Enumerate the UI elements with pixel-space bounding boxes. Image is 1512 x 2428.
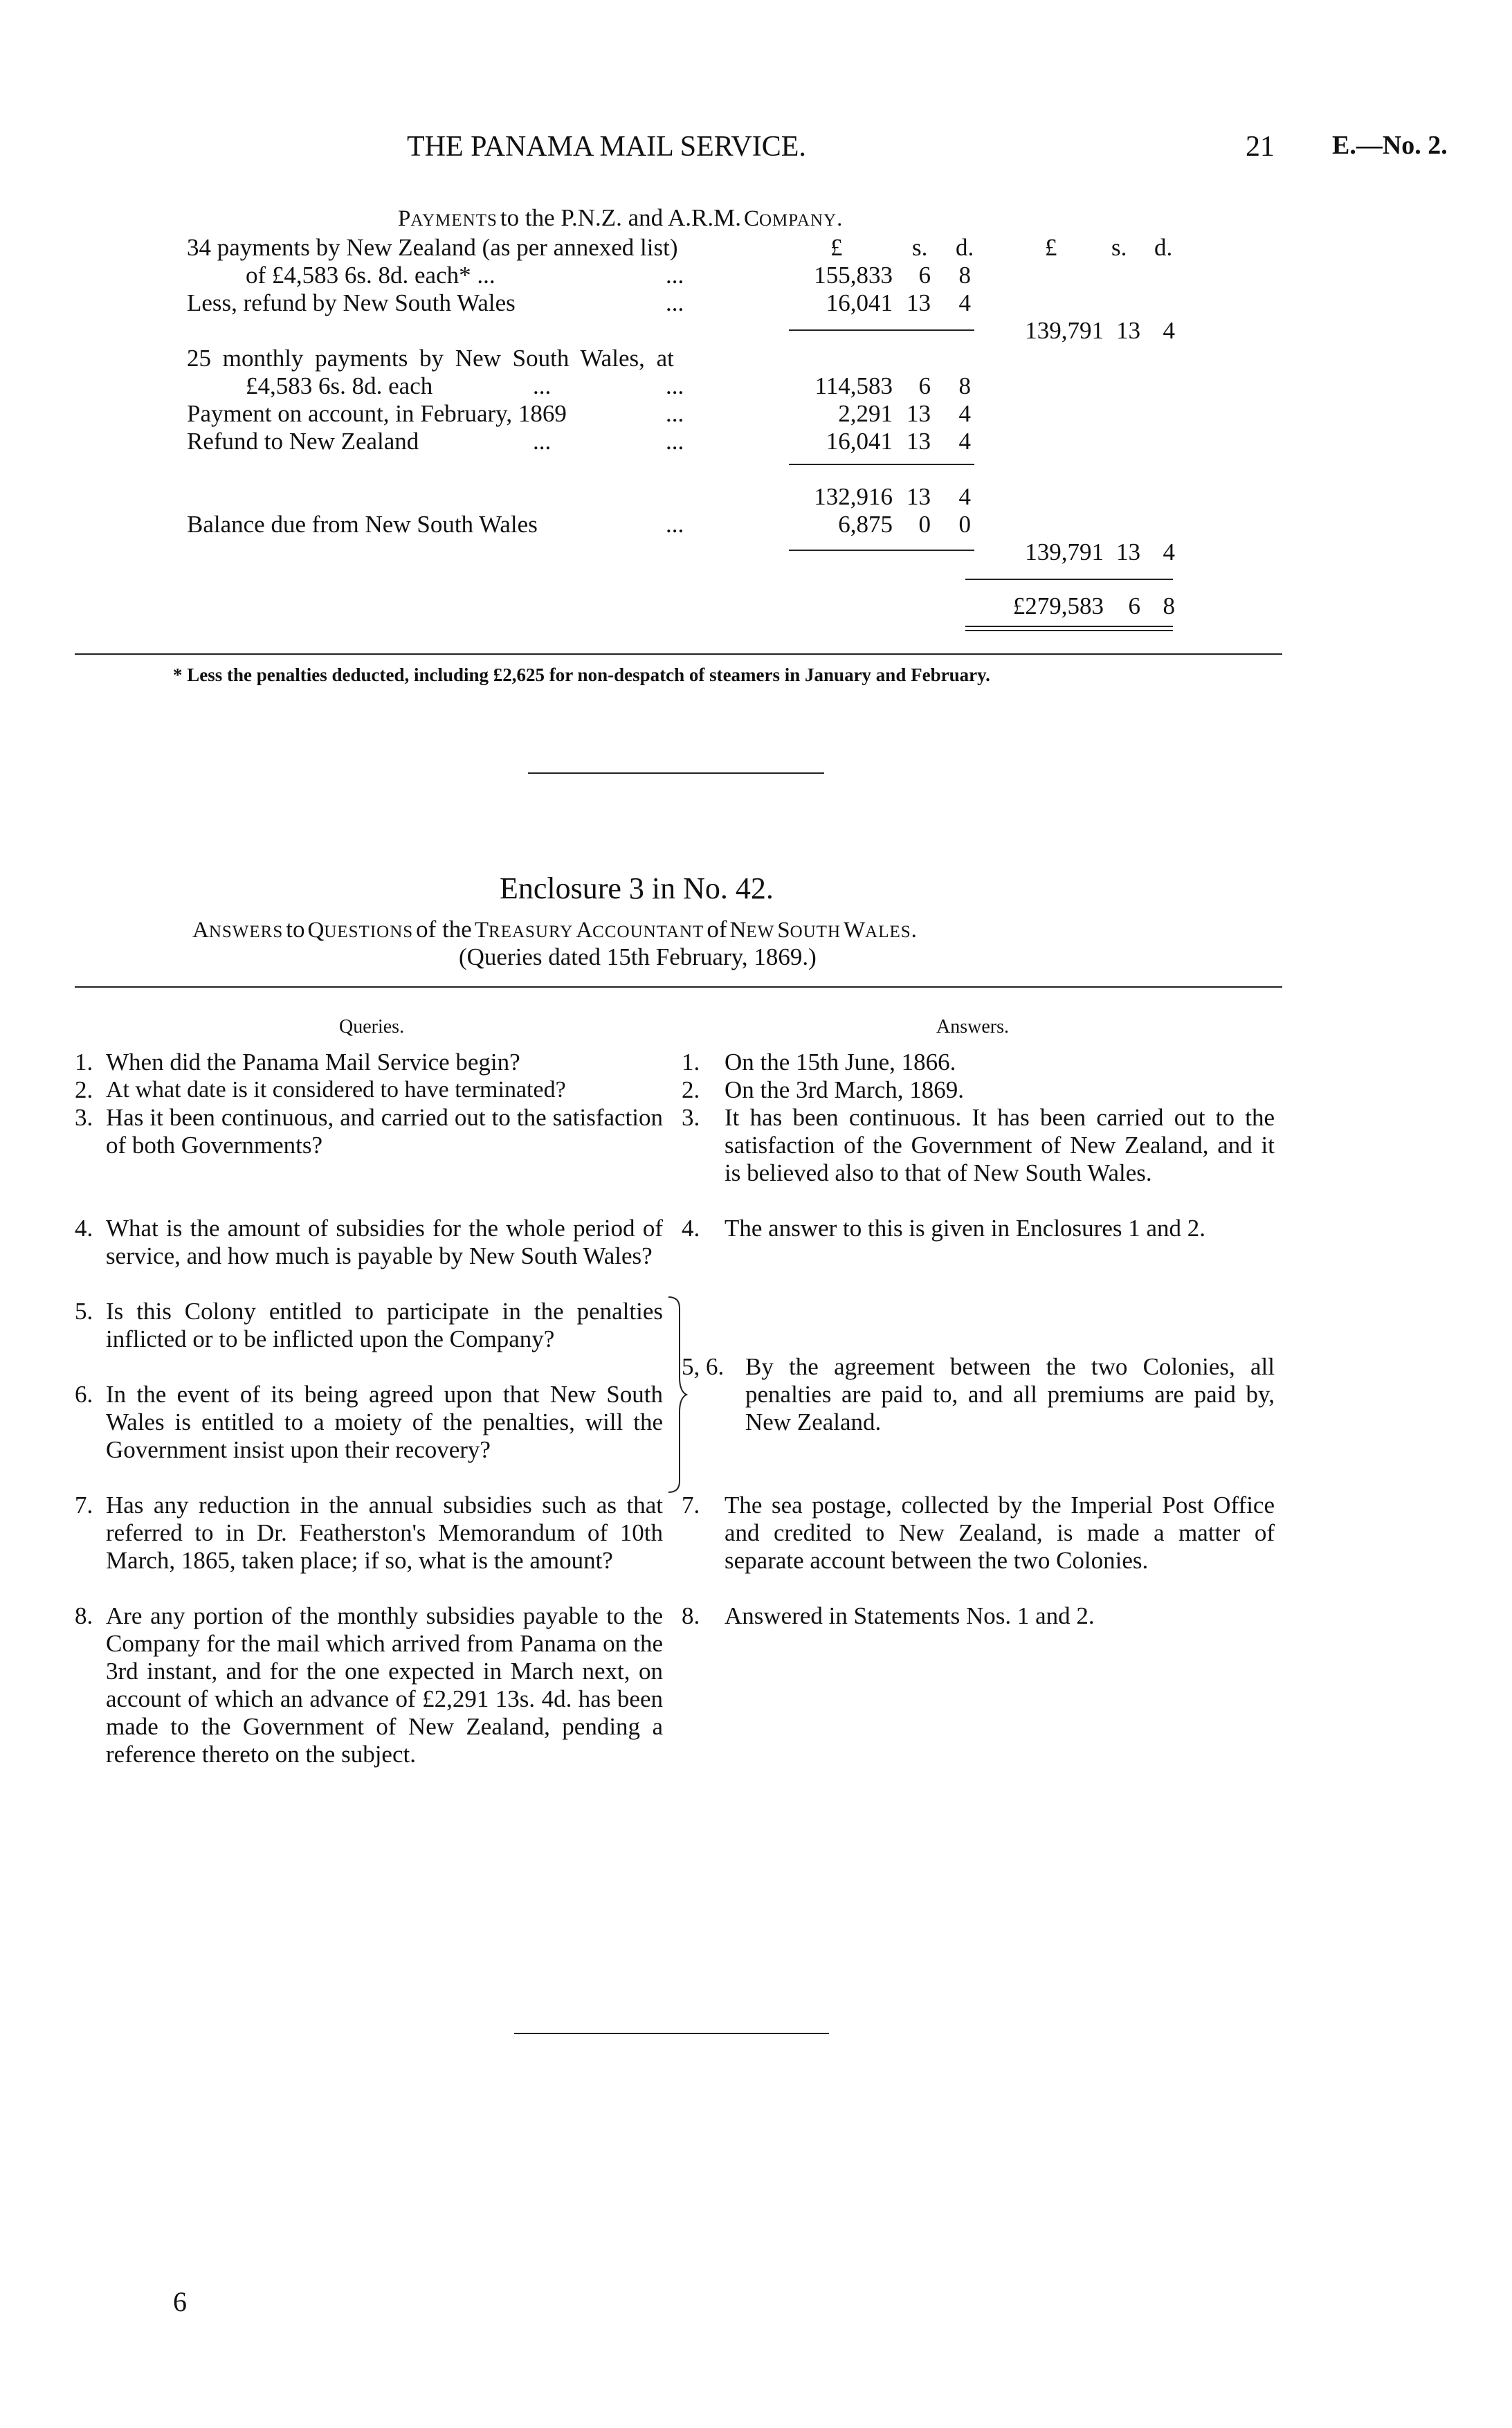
row-payments-nsw-line2: £4,583 6s. 8d. each bbox=[246, 372, 433, 399]
cell-pounds: 2,291 bbox=[838, 400, 893, 427]
row-payments-nz-line1: 34 payments by New Zealand (as per annexed list) bbox=[187, 234, 678, 261]
cell-pence: 4 bbox=[958, 428, 971, 455]
answer-item: 2. On the 3rd March, 1869. bbox=[682, 1076, 965, 1103]
answer-item: 5, 6. By the agreement between the two Colonies, all penalties are paid to, and all premiums are paid by, New Zealand. bbox=[682, 1353, 1275, 1435]
grand-total-shillings: 6 bbox=[1128, 592, 1140, 619]
col-header-shillings-2: s. bbox=[1111, 234, 1127, 261]
query-item: 2. At what date is it considered to have terminated? bbox=[75, 1076, 566, 1103]
cell-shillings: 13 bbox=[907, 289, 931, 316]
answer-item: 1. On the 15th June, 1866. bbox=[682, 1049, 956, 1076]
cell-pounds: 16,041 bbox=[826, 289, 893, 316]
separator-rule bbox=[514, 2033, 829, 2034]
enclosure-subtitle-date: (Queries dated 15th February, 1869.) bbox=[459, 943, 817, 970]
page-number: 21 bbox=[1246, 131, 1275, 163]
cell-pence: 4 bbox=[958, 400, 971, 427]
col-header-pound: £ bbox=[830, 234, 843, 261]
sum-rule bbox=[789, 550, 974, 551]
row-payment-on-account: Payment on account, in February, 1869 bbox=[187, 400, 567, 427]
sum-rule bbox=[789, 329, 974, 331]
subtotal-shillings: 13 bbox=[1116, 317, 1140, 344]
payments-title: PAYMENTS to the P.N.Z. and A.R.M. COMPANY. bbox=[398, 204, 843, 231]
cell-shillings: 6 bbox=[918, 372, 931, 399]
query-item: 8. Are any portion of the monthly subsidies payable to the Company for the mail which arrived from Panama on the 3rd instant, and for the one expected in March next, on account of which an advance of £2,291 13s. 4d. has been made to the Government of New Zealand, pending a reference thereto on the subject. bbox=[75, 1602, 663, 1768]
queries-header: Queries. bbox=[339, 1016, 405, 1038]
leader-dots: ... bbox=[666, 262, 684, 289]
enclosure-heading: Enclosure 3 in No. 42. bbox=[500, 871, 774, 905]
cell-pounds: 155,833 bbox=[814, 262, 893, 289]
subtotal-pounds: 139,791 bbox=[1025, 538, 1104, 565]
section-rule bbox=[75, 653, 1282, 655]
answer-item: 8. Answered in Statements Nos. 1 and 2. bbox=[682, 1602, 1095, 1629]
col-header-pound-2: £ bbox=[1045, 234, 1057, 261]
row-refund-to-nz: Refund to New Zealand bbox=[187, 428, 419, 455]
col-header-pence-2: d. bbox=[1154, 234, 1173, 261]
col-header-shillings: s. bbox=[912, 234, 928, 261]
row-refund-nsw: Less, refund by New South Wales bbox=[187, 289, 516, 316]
query-item: 7. Has any reduction in the annual subsidies such as that referred to in Dr. Featherston's Memorandum of 10th March, 1865, taken place; if so, what is the amount? bbox=[75, 1492, 663, 1574]
answer-item: 7. The sea postage, collected by the Imperial Post Office and credited to New Zealand, is made a matter of separate account between the two Colonies. bbox=[682, 1492, 1275, 1574]
running-title: THE PANAMA MAIL SERVICE. bbox=[407, 131, 806, 163]
leader-dots: ... bbox=[666, 372, 684, 399]
leader-dots: ... bbox=[666, 289, 684, 316]
cell-pence: 0 bbox=[958, 511, 971, 538]
grand-total-pounds: £279,583 bbox=[1012, 592, 1104, 619]
leader-dots: ... bbox=[666, 511, 684, 538]
cell-pence: 8 bbox=[958, 262, 971, 289]
cell-pence: 8 bbox=[958, 372, 971, 399]
document-reference: E.—No. 2. bbox=[1332, 131, 1448, 160]
leader-dots: ... bbox=[533, 428, 552, 455]
separator-rule bbox=[528, 772, 824, 774]
answers-header: Answers. bbox=[936, 1016, 1009, 1038]
query-item: 6. In the event of its being agreed upon that New South Wales is entitled to a moiety of the penalties, will the Government insist upon their recovery? bbox=[75, 1381, 663, 1463]
subtotal-pence: 4 bbox=[1163, 538, 1175, 565]
cell-pounds: 6,875 bbox=[838, 511, 893, 538]
leader-dots: ... bbox=[533, 372, 552, 399]
answer-item: 4. The answer to this is given in Enclosures 1 and 2. bbox=[682, 1215, 1206, 1242]
leader-dots: ... bbox=[666, 400, 684, 427]
total-rule-bottom-2 bbox=[965, 630, 1173, 631]
cell-shillings: 0 bbox=[918, 511, 931, 538]
cell-pounds: 16,041 bbox=[826, 428, 893, 455]
query-item: 1. When did the Panama Mail Service begin? bbox=[75, 1049, 520, 1076]
query-item: 4. What is the amount of subsidies for the whole period of service, and how much is payable by New South Wales? bbox=[75, 1215, 663, 1269]
footnote: * Less the penalties deducted, including £2,625 for non-despatch of steamers in January and February. bbox=[173, 664, 990, 685]
cell-shillings: 13 bbox=[907, 400, 931, 427]
row-balance-due: Balance due from New South Wales bbox=[187, 511, 538, 538]
sum-rule bbox=[789, 464, 974, 465]
subtotal-pounds: 139,791 bbox=[1025, 317, 1104, 344]
sum-shillings: 13 bbox=[907, 483, 931, 510]
total-rule-top bbox=[965, 579, 1173, 580]
query-item: 3. Has it been continuous, and carried out to the satisfaction of both Governments? bbox=[75, 1104, 663, 1159]
sum-pence: 4 bbox=[958, 483, 971, 510]
cell-shillings: 6 bbox=[918, 262, 931, 289]
sum-pounds: 132,916 bbox=[814, 483, 893, 510]
col-header-pence: d. bbox=[956, 234, 974, 261]
subtotal-pence: 4 bbox=[1163, 317, 1175, 344]
subtotal-shillings: 13 bbox=[1116, 538, 1140, 565]
enclosure-rule bbox=[75, 986, 1282, 988]
enclosure-subtitle: ANSWERS to QUESTIONS of the TREASURY ACCOUNTANT of NEW SOUTH WALES. bbox=[192, 916, 917, 943]
cell-shillings: 13 bbox=[907, 428, 931, 455]
row-payments-nz-line2: of £4,583 6s. 8d. each* ... bbox=[246, 262, 495, 289]
query-item: 5. Is this Colony entitled to participate in the penalties inflicted or to be inflicted upon the Company? bbox=[75, 1298, 663, 1352]
footer-page-number: 6 bbox=[173, 2286, 187, 2317]
row-payments-nsw-line1: 25 monthly payments by New South Wales, at bbox=[187, 345, 674, 372]
total-rule-bottom-1 bbox=[965, 626, 1173, 627]
cell-pence: 4 bbox=[958, 289, 971, 316]
answer-item: 3. It has been continuous. It has been carried out to the satisfaction of the Government of New Zealand, and it is believed also to that of New South Wales. bbox=[682, 1104, 1275, 1186]
leader-dots: ... bbox=[666, 428, 684, 455]
grand-total-pence: 8 bbox=[1163, 592, 1175, 619]
cell-pounds: 114,583 bbox=[814, 372, 893, 399]
